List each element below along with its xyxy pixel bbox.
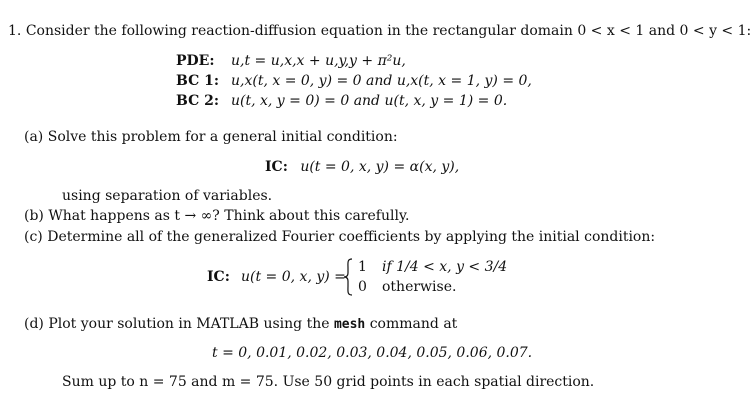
part-c-ic-label: IC: bbox=[207, 269, 230, 285]
part-a-text: Solve this problem for a general initial condition: bbox=[47, 129, 398, 145]
time-values: t = 0, 0.01, 0.02, 0.03, 0.04, 0.05, 0.06, 0.07. bbox=[212, 345, 533, 361]
part-a-ic-equation: u(t = 0, x, y) = α(x, y), bbox=[300, 159, 460, 175]
bc1-label: BC 1: bbox=[176, 73, 220, 89]
bc2-label: BC 2: bbox=[176, 93, 220, 109]
pde-equation: u,t = u,x,x + u,y,y + π²u, bbox=[231, 53, 406, 69]
part-a-ic-label: IC: bbox=[265, 159, 288, 175]
part-a-question bbox=[24, 128, 398, 146]
part-b-marker: (b) bbox=[24, 208, 44, 224]
problem-number: 1. bbox=[8, 23, 22, 39]
case-2-condition: otherwise. bbox=[382, 279, 457, 295]
part-c-text: Determine all of the generalized Fourier coefficients by applying the initial condition: bbox=[47, 229, 656, 245]
problem-text: Consider the following reaction-diffusion equation in the rectangular domain 0 < x < 1 and 0 < y < 1: bbox=[25, 23, 751, 39]
part-d-closing: Sum up to n = 75 and m = 75. Use 50 grid points in each spatial direction. bbox=[62, 374, 595, 390]
mesh-command: mesh bbox=[333, 317, 366, 332]
case-1-value: 1 bbox=[358, 259, 367, 275]
bc2-equation: u(t, x, y = 0) = 0 and u(t, x, y = 1) = 0. bbox=[231, 93, 508, 109]
part-a-ic bbox=[265, 158, 459, 176]
part-d-text-before: Plot your solution in MATLAB using the bbox=[48, 316, 330, 332]
part-a-marker: (a) bbox=[24, 129, 44, 145]
part-d-question bbox=[24, 315, 457, 334]
part-b-question bbox=[24, 207, 409, 225]
part-d-text-after: command at bbox=[369, 316, 458, 332]
part-c-question bbox=[24, 228, 655, 246]
part-c-ic-lhs: u(t = 0, x, y) = bbox=[241, 269, 346, 285]
pde-label: PDE: bbox=[176, 53, 215, 69]
part-b-text: What happens as t → ∞? Think about this carefully. bbox=[48, 208, 410, 224]
part-a-after: using separation of variables. bbox=[62, 188, 273, 204]
case-1-condition: if 1/4 < x, y < 3/4 bbox=[382, 259, 508, 275]
bc1-equation: u,x(t, x = 0, y) = 0 and u,x(t, x = 1, y) = 0, bbox=[231, 73, 532, 89]
problem-statement bbox=[8, 22, 751, 40]
case-2-value: 0 bbox=[358, 279, 367, 295]
part-c-marker: (c) bbox=[24, 229, 43, 245]
part-d-marker: (d) bbox=[24, 316, 44, 332]
left-brace-icon bbox=[343, 258, 353, 296]
